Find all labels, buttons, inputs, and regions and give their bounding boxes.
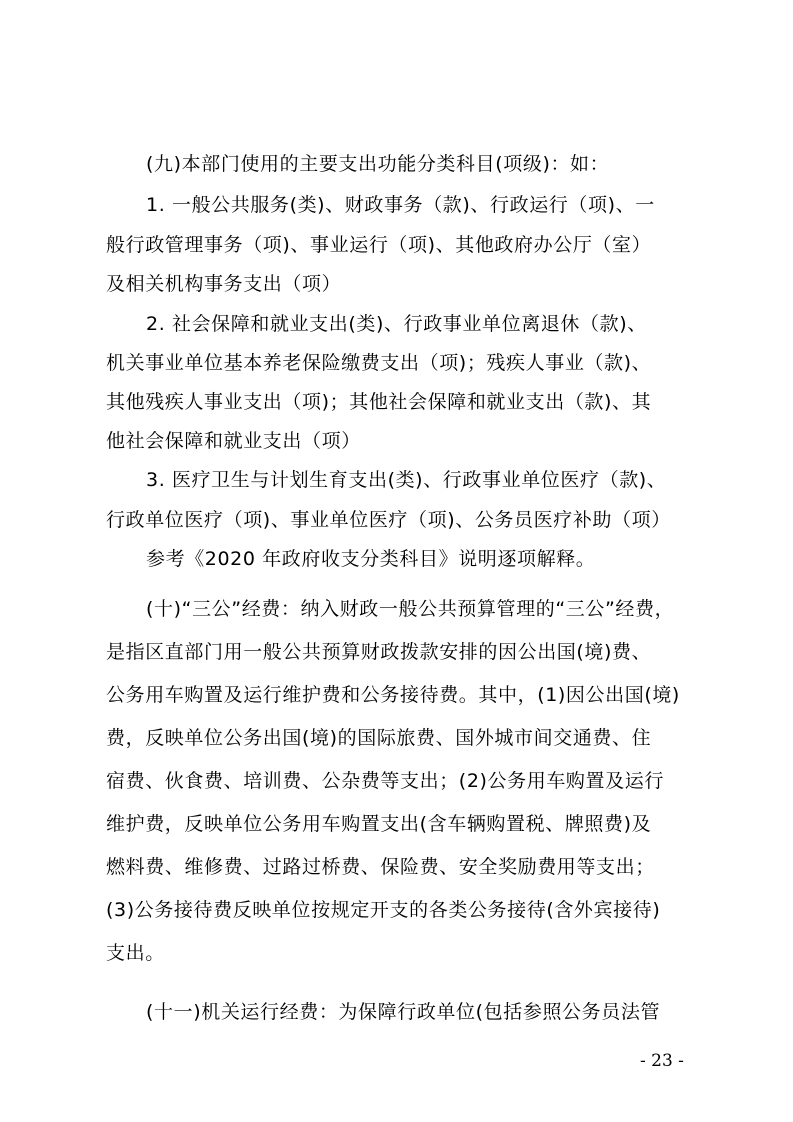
text-line: (3)公务接待费反映单位按规定开支的各类公务接待(含外宾接待) <box>106 899 661 921</box>
text-line: (十)“三公”经费：纳入财政一般公共预算管理的“三公”经费， <box>146 598 675 620</box>
text-line: 费，反映单位公务出国(境)的国际旅费、国外城市间交通费、住 <box>106 727 652 749</box>
text-line: 他社会保障和就业支出（项） <box>106 430 361 452</box>
text-line: 支出。 <box>106 942 165 964</box>
page-number: - 23 - <box>640 1051 684 1071</box>
text-line: (十一)机关运行经费：为保障行政单位(包括参照公务员法管 <box>146 1001 661 1023</box>
text-line: 2. 社会保障和就业支出(类)、行政事业单位离退休（款)、 <box>146 313 647 335</box>
text-line: 行政单位医疗（项)、事业单位医疗（项)、公务员医疗补助（项） <box>106 509 671 531</box>
text-line: 般行政管理事务（项)、事业运行（项)、其他政府办公厅（室） <box>106 234 652 256</box>
text-line: 燃料费、维修费、过路过桥费、保险费、安全奖励费用等支出； <box>106 856 655 878</box>
text-line: 维护费，反映单位公务用车购置支出(含车辆购置税、牌照费)及 <box>106 813 652 835</box>
text-line: 是指区直部门用一般公共预算财政拨款安排的因公出国(境)费、 <box>106 641 652 663</box>
text-line: 3. 医疗卫生与计划生育支出(类)、行政事业单位医疗（款)、 <box>146 469 667 491</box>
text-line: 及相关机构事务支出（项） <box>106 273 342 295</box>
text-line: 宿费、伙食费、培训费、公杂费等支出；(2)公务用车购置及运行 <box>106 770 664 792</box>
text-line: 其他残疾人事业支出（项)；其他社会保障和就业支出（款)、其 <box>106 391 652 413</box>
text-line: 机关事业单位基本养老保险缴费支出（项)；残疾人事业（款)、 <box>106 352 652 374</box>
text-line: 公务用车购置及运行维护费和公务接待费。其中，(1)因公出国(境) <box>106 684 680 706</box>
text-line: 参考《2020 年政府收支分类科目》说明逐项解释。 <box>146 548 596 570</box>
text-line: 1. 一般公共服务(类)、财政事务（款)、行政运行（项)、一 <box>146 194 655 216</box>
text-line: (九)本部门使用的主要支出功能分类科目(项级)：如： <box>146 153 610 175</box>
